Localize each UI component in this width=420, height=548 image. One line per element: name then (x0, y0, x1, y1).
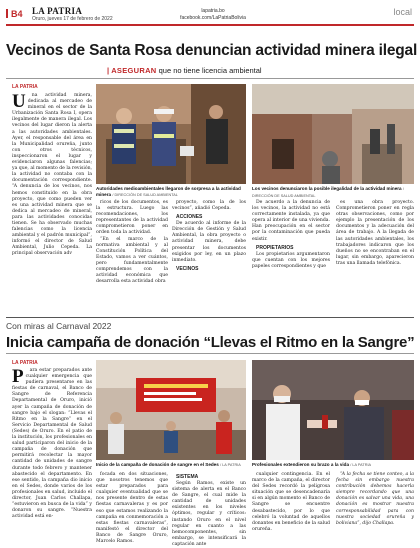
drop-cap: P (12, 366, 24, 387)
divider (6, 78, 414, 79)
story2-photo-1 (96, 360, 246, 460)
story2-photo-2 (252, 360, 414, 460)
story2-headline: Inicia campaña de donación “Llevas el Ritmo en la Sangre” (6, 334, 415, 351)
story1-column-3: proyecto, como la de los vecinos”, añadió Cepeda. ACCIONES De acuerdo al informe de la Dirección de Gestión y Salud Ambiental, la obra proyecto o actividad minera, debe presentar los documentos exigidos por ley, en un plazo inmediato. VECINOS (172, 200, 246, 272)
story1-caption-1: Autoridades medioambientales llegaron de sorpresa a la actividad minera / DIRECCIÓN DE SALUD AMBIENTAL (96, 186, 241, 197)
story2-column-2: focada en dos situaciones, que nosotros tenemos que estar preparados para cualquier eventualidad que se nos presente dentro de estas fiestas carnavaleras y es por eso que estamos realizando la campaña en conmemoración a estas fiestas carnavaleras”, manifestó el director del Banco de Sangre Oruro, Marcelo Ramos. (96, 472, 168, 545)
story2-column-1: P ara estar preparados ante cualquier emergencia que pudiera presentarse en las fiestas de carnaval, el Banco de Sangre de Referencia Departamental de Oruro, inició ayer la campaña de donación de sangre bajo el slogan: “Llevas el Ritmo en la Sangre” en el Servicio Departamental de Salud (Sedes) de Oruro. En el patio de la institución, los profesionales en salud participaron del inicio de la campaña de donación que permitirá recolectar la mayor cantidad de unidades de sangre durante todo febrero y mantener abastecido el departamento. En ese sentido, la campaña dio inicio en el Sedes, donde varios de los profesionales en salud, incluido el director, Juan Carlos Challapa, “estuvieron en busca de la vida” y donaron su sangre. “Nuestra actividad está en- (12, 366, 92, 520)
section-label: local (393, 7, 412, 17)
divider (6, 317, 414, 318)
blood-donors-photo (252, 360, 414, 460)
story2-pull-quote: “A la fecha se tiene conteo, a la fecha sin embargo nuestra contribución debemos hacerla siempre recordando que una donación es salvar una vida, una donación es mostrar nuestra corresponsabilidad para con nuestra sociedad orureña y boliviana”, dijo Challapa. (336, 472, 414, 526)
story1-column-5: es una obra proyecto. Comprometieron poner en regla otras observaciones, como por ejemplo la presentación de los documentos y la adecuación del área de trabajo. A la llegada de las autoridades ambientales, los trabajadores indicaron que los dueños no se encontraban en el lugar, sin embargo, aparecieron tras una llamada telefónica. (336, 200, 414, 266)
story2-byline: LA PATRIA (12, 360, 38, 366)
subhead-acciones: ACCIONES (176, 214, 203, 221)
subhead-vecinos: VECINOS (176, 265, 199, 272)
facebook-link[interactable]: facebook.com/LaPatriaBolivia (180, 15, 246, 21)
website-link[interactable]: lapatria.bo (201, 8, 225, 14)
story1-photo-1 (96, 84, 246, 184)
story1-column-1: U na actividad minera, dedicada al mercadeo de mineral en el sector de la Urbanización Santa Rosa I, opera ilegalmente de manera ilegal. Los vecinos del lugar dieron la alerta a las autoridades ambientales. Ayer, el responsable del área en la Municipalidad orureña, junto con otros técnicos, inspeccionaron el lugar y evidenciaron algunas falencias; ya que, al momento de la revisión, la actividad no contaba con la documentación correspondiente. “A denuncia de los vecinos, nos hemos constituido en la obra proyecto, que como pueden ver es una actividad minera que se dedica al mercadeo de mineral, para las actividades conocidas tienen. Se ha observado muchas falencias como la licencia ambiental y el padrón municipal”, informó el director de Salud Ambiental, Julio Cepeda. La principal observación adv (12, 91, 93, 257)
story1-byline: LA PATRIA (12, 84, 38, 90)
story2-column-4: cualquier contingencia. En el marco de la campaña, el director del Sedes recordó la peligrosa situación que se desencadenaría si en algún momento el Banco de Sangre se encuentre desabastecido, por lo que celebró la voluntad de aquellos donantes en beneficio de la salud orureña. (252, 472, 330, 532)
story1-kicker: | ASEGURAN que no tiene licencia ambiental (107, 66, 262, 75)
drop-cap: U (12, 91, 26, 112)
inspection-photo (96, 84, 246, 184)
mining-site-photo (252, 84, 414, 184)
subhead-sistema: SISTEMA (176, 474, 199, 480)
social-links (158, 8, 268, 22)
issue-date: Oruro, jueves 17 de febrero de 2022 (32, 16, 113, 22)
page-number: B4 (6, 9, 23, 19)
divider (6, 353, 414, 354)
story1-headline: Vecinos de Santa Rosa denuncian actividad minera ilegal (6, 42, 418, 59)
story2-caption-1: Inicio de la campaña de donación de sangre en el Sedes / LA PATRIA (96, 462, 241, 467)
donation-event-photo (96, 360, 246, 460)
subhead-propietarios: PROPIETARIOS (256, 244, 294, 251)
story1-column-2: ricos de los documentos, es la estructura. Luego las recomendaciones, los representantes de la actividad comprometieron poner en orden toda la actividad. “En el marco de la normativa ambiental y al Constitución Política del Estado, vamos a ver cuántos, pero fundamentalmente comprendemos con la actividad económica que desarrolla esta actividad obra (96, 200, 168, 285)
story2-kicker: Con miras al Carnaval 2022 (6, 321, 112, 331)
story2-column-3: SISTEMA Según Ramos, existe un sistema de alerta en el Banco de Sangre, el cual mide la cantidad de unidades existentes en los niveles óptimos, regular y críticos: instando Oruro en el nivel regular en cuanto a las hemocomponentes, sin embargo, se intensificará la captación ante (172, 474, 246, 547)
story1-photo-2 (252, 84, 414, 184)
story2-caption-2: Profesionales extendieron su brazo a la vida / LA PATRIA (252, 462, 372, 467)
masthead (6, 6, 414, 26)
newspaper-name: LA PATRIA (32, 6, 83, 16)
story1-column-4: De acuerdo a la denuncia de los vecinos, la actividad no está correctamente instalada, ya que opera al interior de una vivienda. Han preocupación en el sector por la contaminación que pueda existir. PROPIETARIOS Los propietarios argumentaron que cuentan con los mejores papeles correspondientes y que (252, 200, 330, 269)
story1-caption-2: Los vecinos denunciaron la posible ilegalidad de la actividad minera / DIRECCIÓN DE SALUD AMBIENTAL (252, 186, 404, 198)
